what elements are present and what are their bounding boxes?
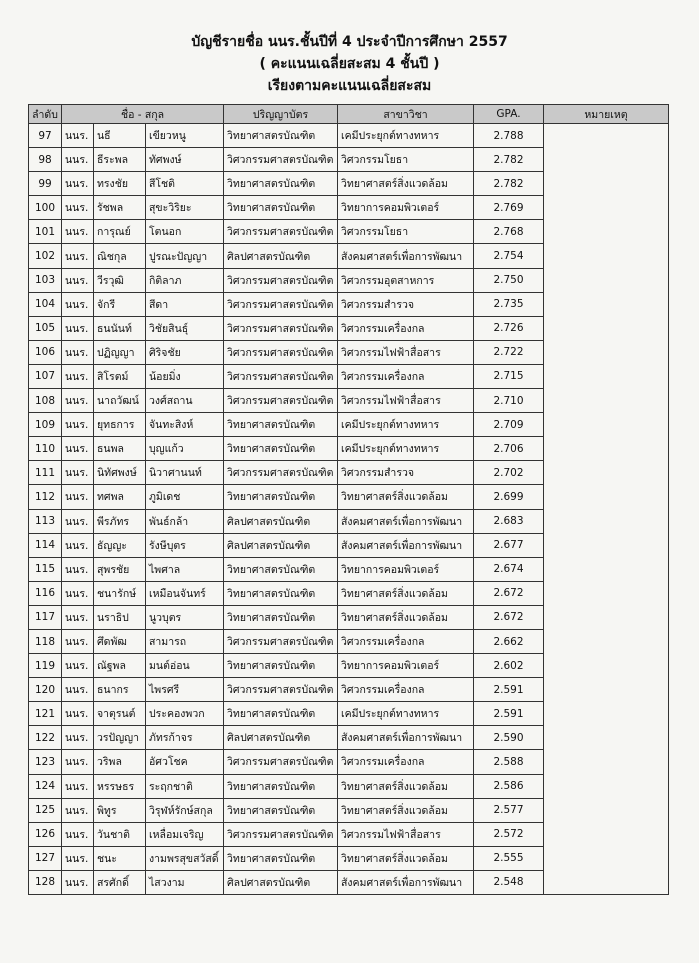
row-number: 113: [29, 509, 62, 533]
first-name: วีรวุฒิ: [94, 268, 146, 292]
major-cell: วิศวกรรมไฟฟ้าสื่อสาร: [338, 340, 474, 364]
degree-cell: วิศวกรรมศาสตรบัณฑิต: [224, 629, 338, 653]
first-name: ปฏิญญา: [94, 340, 146, 364]
name-prefix: นนร.: [62, 413, 94, 437]
major-cell: วิศวกรรมอุตสาหการ: [338, 268, 474, 292]
degree-cell: วิศวกรรมศาสตรบัณฑิต: [224, 340, 338, 364]
row-number: 106: [29, 340, 62, 364]
degree-cell: วิศวกรรมศาสตรบัณฑิต: [224, 292, 338, 316]
row-number: 120: [29, 678, 62, 702]
row-number: 104: [29, 292, 62, 316]
major-cell: วิศวกรรมสำรวจ: [338, 461, 474, 485]
first-name: นธี: [94, 124, 146, 148]
major-cell: สังคมศาสตร์เพื่อการพัฒนา: [338, 726, 474, 750]
name-prefix: นนร.: [62, 581, 94, 605]
degree-cell: วิทยาศาสตรบัณฑิต: [224, 437, 338, 461]
name-prefix: นนร.: [62, 292, 94, 316]
first-name: วรปัญญา: [94, 726, 146, 750]
header-no: ลำดับ: [29, 105, 62, 124]
last-name: อัศวโชค: [146, 750, 224, 774]
last-name: ภูมิเดช: [146, 485, 224, 509]
last-name: ศิริจชัย: [146, 340, 224, 364]
name-prefix: นนร.: [62, 726, 94, 750]
degree-cell: วิศวกรรมศาสตรบัณฑิต: [224, 268, 338, 292]
major-cell: วิทยาศาสตร์สิ่งแวดล้อม: [338, 581, 474, 605]
gpa-cell: 2.555: [474, 846, 544, 870]
gpa-cell: 2.586: [474, 774, 544, 798]
degree-cell: วิทยาศาสตรบัณฑิต: [224, 557, 338, 581]
row-number: 105: [29, 316, 62, 340]
last-name: ไพรศรี: [146, 678, 224, 702]
degree-cell: วิศวกรรมศาสตรบัณฑิต: [224, 461, 338, 485]
last-name: วงศ์สถาน: [146, 389, 224, 413]
last-name: สามารถ: [146, 629, 224, 653]
first-name: ทศพล: [94, 485, 146, 509]
table-body: [29, 124, 669, 895]
student-gpa-table: [28, 104, 669, 895]
name-prefix: นนร.: [62, 268, 94, 292]
name-prefix: นนร.: [62, 774, 94, 798]
name-prefix: นนร.: [62, 629, 94, 653]
row-number: 107: [29, 364, 62, 388]
gpa-cell: 2.602: [474, 654, 544, 678]
last-name: บุญแก้ว: [146, 437, 224, 461]
major-cell: วิศวกรรมเครื่องกล: [338, 364, 474, 388]
gpa-cell: 2.702: [474, 461, 544, 485]
gpa-cell: 2.699: [474, 485, 544, 509]
row-number: 117: [29, 605, 62, 629]
name-prefix: นนร.: [62, 437, 94, 461]
major-cell: วิทยาศาสตร์สิ่งแวดล้อม: [338, 172, 474, 196]
first-name: หรรษธร: [94, 774, 146, 798]
last-name: รังษีบุตร: [146, 533, 224, 557]
row-number: 111: [29, 461, 62, 485]
first-name: ศึดพัฒ: [94, 629, 146, 653]
degree-cell: วิศวกรรมศาสตรบัณฑิต: [224, 364, 338, 388]
row-number: 124: [29, 774, 62, 798]
first-name: จาตุรนต์: [94, 702, 146, 726]
first-name: นาถวัฒน์: [94, 389, 146, 413]
major-cell: เคมีประยุกต์ทางทหาร: [338, 702, 474, 726]
degree-cell: วิศวกรรมศาสตรบัณฑิต: [224, 678, 338, 702]
name-prefix: นนร.: [62, 533, 94, 557]
first-name: ณิชกุล: [94, 244, 146, 268]
gpa-cell: 2.788: [474, 124, 544, 148]
major-cell: วิศวกรรมไฟฟ้าสื่อสาร: [338, 822, 474, 846]
first-name: ชนะ: [94, 846, 146, 870]
gpa-cell: 2.769: [474, 196, 544, 220]
header-major: สาขาวิชา: [338, 105, 474, 124]
row-number: 114: [29, 533, 62, 557]
row-number: 123: [29, 750, 62, 774]
gpa-cell: 2.750: [474, 268, 544, 292]
row-number: 112: [29, 485, 62, 509]
last-name: สีโชติ: [146, 172, 224, 196]
row-number: 119: [29, 654, 62, 678]
gpa-cell: 2.591: [474, 678, 544, 702]
last-name: สุขะวิริยะ: [146, 196, 224, 220]
row-number: 99: [29, 172, 62, 196]
last-name: ปูรณะปัญญา: [146, 244, 224, 268]
first-name: รัชพล: [94, 196, 146, 220]
gpa-cell: 2.672: [474, 605, 544, 629]
degree-cell: วิศวกรรมศาสตรบัณฑิต: [224, 220, 338, 244]
name-prefix: นนร.: [62, 461, 94, 485]
name-prefix: นนร.: [62, 196, 94, 220]
last-name: ทัศพงษ์: [146, 148, 224, 172]
gpa-cell: 2.754: [474, 244, 544, 268]
gpa-cell: 2.548: [474, 870, 544, 894]
table-row: [29, 124, 669, 148]
degree-cell: วิศวกรรมศาสตรบัณฑิต: [224, 148, 338, 172]
row-number: 127: [29, 846, 62, 870]
gpa-cell: 2.709: [474, 413, 544, 437]
last-name: ระฤกชาติ: [146, 774, 224, 798]
gpa-cell: 2.577: [474, 798, 544, 822]
row-number: 116: [29, 581, 62, 605]
first-name: นราธิป: [94, 605, 146, 629]
last-name: โตนอก: [146, 220, 224, 244]
last-name: มนต์อ่อน: [146, 654, 224, 678]
degree-cell: วิศวกรรมศาสตรบัณฑิต: [224, 389, 338, 413]
first-name: การุณย์: [94, 220, 146, 244]
first-name: สรศักดิ์: [94, 870, 146, 894]
gpa-cell: 2.735: [474, 292, 544, 316]
degree-cell: วิทยาศาสตรบัณฑิต: [224, 846, 338, 870]
last-name: สีดา: [146, 292, 224, 316]
degree-cell: ศิลปศาสตรบัณฑิต: [224, 726, 338, 750]
gpa-cell: 2.706: [474, 437, 544, 461]
table-header-row: [29, 105, 669, 124]
name-prefix: นนร.: [62, 605, 94, 629]
major-cell: วิทยาการคอมพิวเตอร์: [338, 557, 474, 581]
gpa-cell: 2.674: [474, 557, 544, 581]
document-title: บัญชีรายชื่อ นนร.ชั้นปีที่ 4 ประจำปีการศึกษา 2557: [191, 34, 508, 50]
row-number: 98: [29, 148, 62, 172]
degree-cell: ศิลปศาสตรบัณฑิต: [224, 870, 338, 894]
row-number: 100: [29, 196, 62, 220]
major-cell: วิศวกรรมโยธา: [338, 148, 474, 172]
name-prefix: นนร.: [62, 557, 94, 581]
name-prefix: นนร.: [62, 509, 94, 533]
gpa-cell: 2.683: [474, 509, 544, 533]
last-name: กิติลาภ: [146, 268, 224, 292]
name-prefix: นนร.: [62, 678, 94, 702]
degree-cell: ศิลปศาสตรบัณฑิต: [224, 533, 338, 557]
major-cell: วิศวกรรมสำรวจ: [338, 292, 474, 316]
gpa-cell: 2.715: [474, 364, 544, 388]
degree-cell: วิทยาศาสตรบัณฑิต: [224, 774, 338, 798]
degree-cell: วิทยาศาสตรบัณฑิต: [224, 654, 338, 678]
major-cell: เคมีประยุกต์ทางทหาร: [338, 413, 474, 437]
name-prefix: นนร.: [62, 244, 94, 268]
row-number: 108: [29, 389, 62, 413]
name-prefix: นนร.: [62, 316, 94, 340]
row-number: 125: [29, 798, 62, 822]
gpa-cell: 2.726: [474, 316, 544, 340]
first-name: วริพล: [94, 750, 146, 774]
header-degree: ปริญญาบัตร: [224, 105, 338, 124]
degree-cell: วิศวกรรมศาสตรบัณฑิต: [224, 750, 338, 774]
gpa-cell: 2.722: [474, 340, 544, 364]
degree-cell: ศิลปศาสตรบัณฑิต: [224, 509, 338, 533]
name-prefix: นนร.: [62, 340, 94, 364]
major-cell: วิศวกรรมไฟฟ้าสื่อสาร: [338, 389, 474, 413]
name-prefix: นนร.: [62, 172, 94, 196]
last-name: เหมือนจันทร์: [146, 581, 224, 605]
degree-cell: วิทยาศาสตรบัณฑิต: [224, 798, 338, 822]
name-prefix: นนร.: [62, 389, 94, 413]
major-cell: วิศวกรรมเครื่องกล: [338, 750, 474, 774]
first-name: ยุทธการ: [94, 413, 146, 437]
major-cell: สังคมศาสตร์เพื่อการพัฒนา: [338, 870, 474, 894]
first-name: วันชาติ: [94, 822, 146, 846]
gpa-cell: 2.572: [474, 822, 544, 846]
degree-cell: วิทยาศาสตรบัณฑิต: [224, 702, 338, 726]
first-name: จักรี: [94, 292, 146, 316]
row-number: 122: [29, 726, 62, 750]
major-cell: วิทยาการคอมพิวเตอร์: [338, 654, 474, 678]
first-name: ธนพล: [94, 437, 146, 461]
last-name: ไสวงาม: [146, 870, 224, 894]
degree-cell: วิทยาศาสตรบัณฑิต: [224, 196, 338, 220]
name-prefix: นนร.: [62, 220, 94, 244]
name-prefix: นนร.: [62, 364, 94, 388]
row-number: 121: [29, 702, 62, 726]
name-prefix: นนร.: [62, 148, 94, 172]
gpa-cell: 2.782: [474, 172, 544, 196]
remark-cell: [544, 124, 669, 895]
row-number: 103: [29, 268, 62, 292]
name-prefix: นนร.: [62, 822, 94, 846]
last-name: ไพศาล: [146, 557, 224, 581]
sort-note: เรียงตามคะแนนเฉลี่ยสะสม: [267, 78, 432, 94]
major-cell: วิทยาการคอมพิวเตอร์: [338, 196, 474, 220]
row-number: 118: [29, 629, 62, 653]
major-cell: สังคมศาสตร์เพื่อการพัฒนา: [338, 244, 474, 268]
header-remark: หมายเหตุ: [544, 105, 669, 124]
gpa-cell: 2.768: [474, 220, 544, 244]
major-cell: เคมีประยุกต์ทางทหาร: [338, 124, 474, 148]
major-cell: วิศวกรรมโยธา: [338, 220, 474, 244]
first-name: ธนากร: [94, 678, 146, 702]
first-name: ธัญญะ: [94, 533, 146, 557]
degree-cell: วิทยาศาสตรบัณฑิต: [224, 581, 338, 605]
degree-cell: วิทยาศาสตรบัณฑิต: [224, 485, 338, 509]
degree-cell: วิศวกรรมศาสตรบัณฑิต: [224, 316, 338, 340]
first-name: สิโรตม์: [94, 364, 146, 388]
major-cell: สังคมศาสตร์เพื่อการพัฒนา: [338, 533, 474, 557]
first-name: พิทูร: [94, 798, 146, 822]
row-number: 109: [29, 413, 62, 437]
row-number: 97: [29, 124, 62, 148]
name-prefix: นนร.: [62, 846, 94, 870]
major-cell: สังคมศาสตร์เพื่อการพัฒนา: [338, 509, 474, 533]
degree-cell: ศิลปศาสตรบัณฑิต: [224, 244, 338, 268]
name-prefix: นนร.: [62, 654, 94, 678]
last-name: น้อยมิ่ง: [146, 364, 224, 388]
last-name: ประคองพวก: [146, 702, 224, 726]
document-subtitle: ( คะแนนเฉลี่ยสะสม 4 ชั้นปี ): [259, 56, 440, 72]
name-prefix: นนร.: [62, 702, 94, 726]
gpa-cell: 2.672: [474, 581, 544, 605]
gpa-cell: 2.591: [474, 702, 544, 726]
name-prefix: นนร.: [62, 798, 94, 822]
last-name: นิวาศานนท์: [146, 461, 224, 485]
name-prefix: นนร.: [62, 750, 94, 774]
last-name: เขียวหนู: [146, 124, 224, 148]
gpa-cell: 2.782: [474, 148, 544, 172]
last-name: พันธ์กล้า: [146, 509, 224, 533]
row-number: 128: [29, 870, 62, 894]
row-number: 101: [29, 220, 62, 244]
degree-cell: วิทยาศาสตรบัณฑิต: [224, 172, 338, 196]
major-cell: วิศวกรรมเครื่องกล: [338, 678, 474, 702]
major-cell: วิทยาศาสตร์สิ่งแวดล้อม: [338, 846, 474, 870]
first-name: ณัฐพล: [94, 654, 146, 678]
name-prefix: นนร.: [62, 124, 94, 148]
major-cell: วิทยาศาสตร์สิ่งแวดล้อม: [338, 774, 474, 798]
major-cell: วิทยาศาสตร์สิ่งแวดล้อม: [338, 485, 474, 509]
degree-cell: วิทยาศาสตรบัณฑิต: [224, 124, 338, 148]
name-prefix: นนร.: [62, 870, 94, 894]
row-number: 126: [29, 822, 62, 846]
gpa-cell: 2.677: [474, 533, 544, 557]
row-number: 102: [29, 244, 62, 268]
degree-cell: วิทยาศาสตรบัณฑิต: [224, 605, 338, 629]
row-number: 115: [29, 557, 62, 581]
last-name: วิรุฬห์รักษ์สกุล: [146, 798, 224, 822]
name-prefix: นนร.: [62, 485, 94, 509]
major-cell: วิศวกรรมเครื่องกล: [338, 629, 474, 653]
first-name: สุพรชัย: [94, 557, 146, 581]
gpa-cell: 2.588: [474, 750, 544, 774]
row-number: 110: [29, 437, 62, 461]
header-name: ชื่อ - สกุล: [62, 105, 224, 124]
degree-cell: วิทยาศาสตรบัณฑิต: [224, 413, 338, 437]
first-name: ธีระพล: [94, 148, 146, 172]
first-name: นิทัศพงษ์: [94, 461, 146, 485]
gpa-cell: 2.590: [474, 726, 544, 750]
first-name: พีรภัทร: [94, 509, 146, 533]
last-name: เหลื่อมเจริญ: [146, 822, 224, 846]
last-name: นูวบุตร: [146, 605, 224, 629]
gpa-cell: 2.710: [474, 389, 544, 413]
first-name: ธนนันท์: [94, 316, 146, 340]
last-name: จันทะสิงห์: [146, 413, 224, 437]
major-cell: วิทยาศาสตร์สิ่งแวดล้อม: [338, 605, 474, 629]
degree-cell: วิศวกรรมศาสตรบัณฑิต: [224, 822, 338, 846]
header-gpa: GPA.: [474, 105, 544, 124]
first-name: ชนารักษ์: [94, 581, 146, 605]
last-name: งามพรสุขสวัสดิ์: [146, 846, 224, 870]
major-cell: เคมีประยุกต์ทางทหาร: [338, 437, 474, 461]
gpa-cell: 2.662: [474, 629, 544, 653]
major-cell: วิทยาศาสตร์สิ่งแวดล้อม: [338, 798, 474, 822]
last-name: วิชัยสินธุ์: [146, 316, 224, 340]
first-name: ทรงชัย: [94, 172, 146, 196]
major-cell: วิศวกรรมเครื่องกล: [338, 316, 474, 340]
last-name: ภัทรก้าจร: [146, 726, 224, 750]
